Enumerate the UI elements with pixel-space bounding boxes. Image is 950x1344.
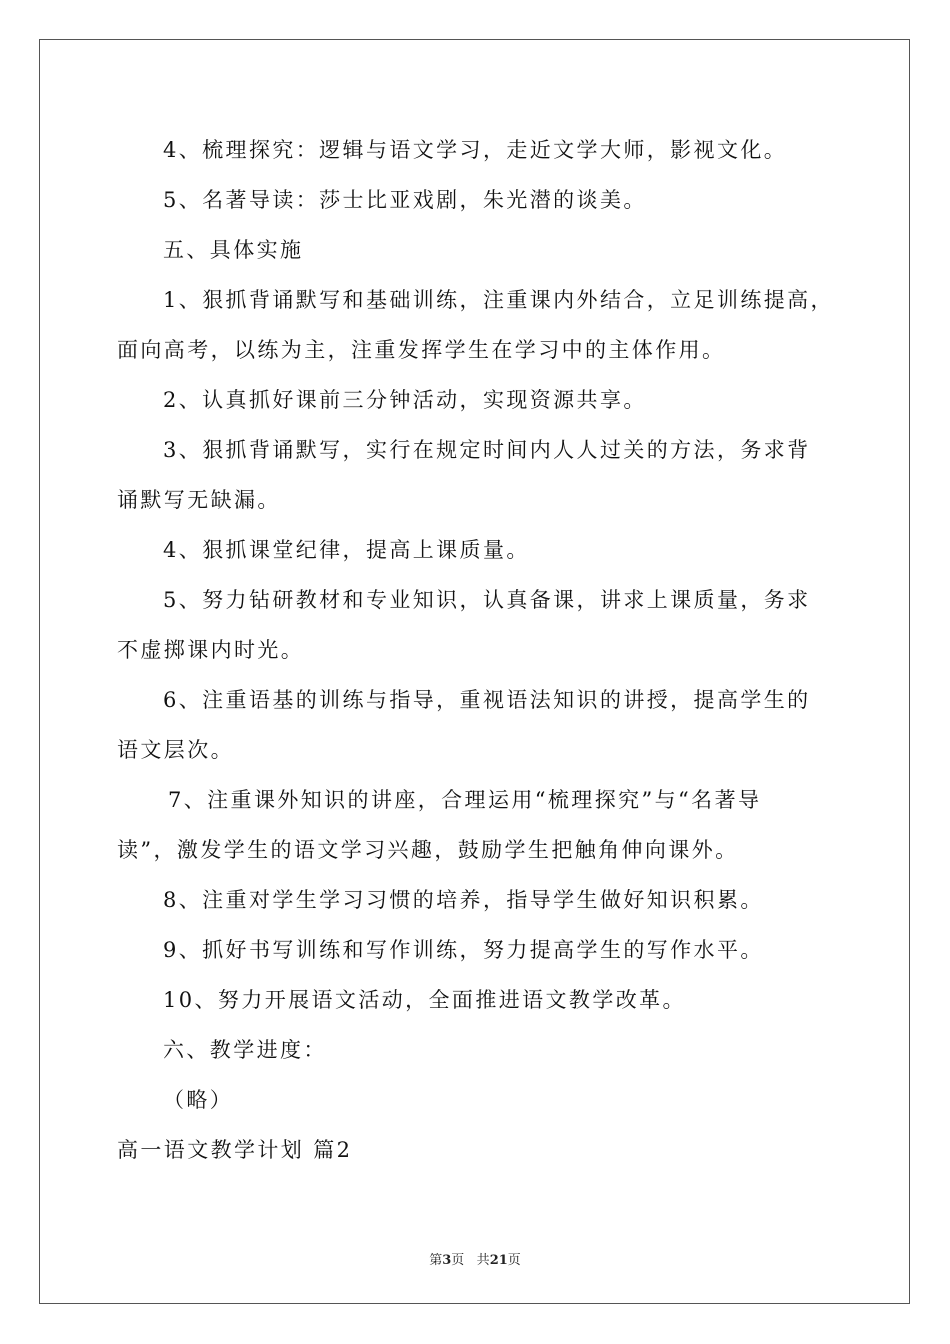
footer-page-suffix: 页	[451, 1253, 465, 1268]
text-line: 诵默写无缺漏。	[117, 488, 281, 512]
text-line: 4、梳理探究：逻辑与语文学习，走近文学大师，影视文化。	[163, 138, 788, 162]
text-line: 1、狠抓背诵默写和基础训练，注重课内外结合，立足训练提高，	[163, 288, 834, 312]
text-line: 5、努力钻研教材和专业知识，认真备课，讲求上课质量，务求	[163, 588, 811, 612]
section-heading: 五、具体实施	[163, 238, 304, 262]
text-line: 9、抓好书写训练和写作训练，努力提高学生的写作水平。	[163, 938, 764, 962]
document-heading: 高一语文教学计划 篇2	[117, 1138, 353, 1162]
section-heading: 六、教学进度：	[163, 1038, 327, 1062]
text-line: 4、狠抓课堂纪律，提高上课质量。	[163, 538, 530, 562]
text-line: 3、狠抓背诵默写，实行在规定时间内人人过关的方法，务求背	[163, 438, 811, 462]
text-line: （略）	[163, 1088, 234, 1112]
text-line: 面向高考，以练为主，注重发挥学生在学习中的主体作用。	[117, 338, 726, 362]
page-border	[39, 39, 910, 1304]
text-line: 8、注重对学生学习习惯的培养，指导学生做好知识积累。	[163, 888, 764, 912]
total-page-count: 21	[489, 1253, 508, 1268]
footer-total-prefix: 共	[476, 1253, 490, 1268]
footer-total-suffix: 页	[507, 1253, 521, 1268]
text-line: 6、注重语基的训练与指导，重视语法知识的讲授，提高学生的	[163, 688, 811, 712]
text-line: 语文层次。	[117, 738, 234, 762]
text-line: 读”，激发学生的语文学习兴趣，鼓励学生把触角伸向课外。	[117, 838, 739, 862]
text-line: 不虚掷课内时光。	[117, 638, 305, 662]
footer-prefix: 第	[429, 1253, 443, 1268]
page-footer	[0, 1249, 950, 1268]
text-line: 2、认真抓好课前三分钟活动，实现资源共享。	[163, 388, 647, 412]
current-page-number: 3	[442, 1253, 452, 1268]
text-line: 10、努力开展语文活动，全面推进语文教学改革。	[163, 988, 686, 1012]
text-line: 7、注重课外知识的讲座，合理运用“梳理探究”与“名著导	[168, 788, 762, 812]
text-line: 5、名著导读：莎士比亚戏剧，朱光潜的谈美。	[163, 188, 647, 212]
